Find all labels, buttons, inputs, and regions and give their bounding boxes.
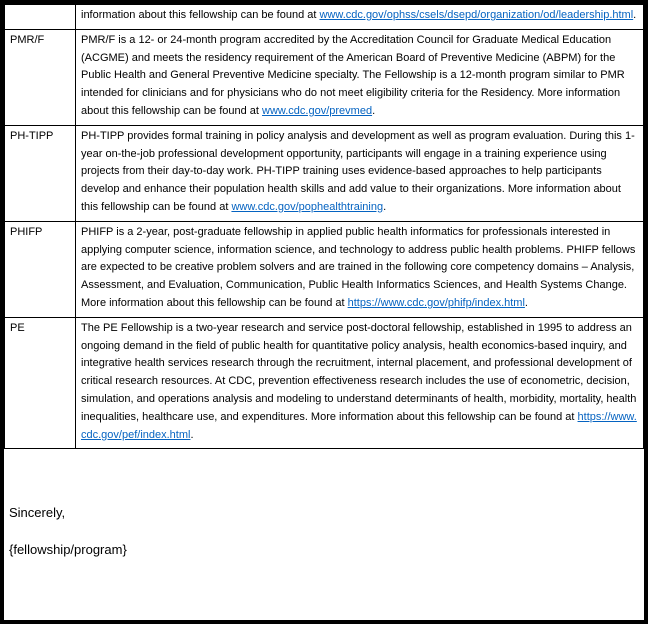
description-text: . <box>633 9 637 21</box>
description-text: . <box>372 104 376 117</box>
row-description-cell <box>76 5 644 30</box>
row-label-cell <box>5 5 76 30</box>
row-label-cell: PH-TIPP <box>5 125 76 221</box>
description-text: . <box>524 296 528 309</box>
closing-salutation: Sincerely, <box>9 505 66 521</box>
description-text: The PE Fellowship is a two-year research and service post-doctoral fellowship, established in 1995 to address an ongoing demand in the field of public health for quantitative policy analysis, health economics-based inquiry, and integrative health services research through the recruitment, internal placement, and professional development of critical research resources. At CDC, prevention effectiveness research includes the use of econometric, decision, simulation, and operations analysis and modeling to understand determinants of health, morbidity, mortality, health inequalities, healthcare use, and expenditures. More information about this fellowship can be found at <box>81 321 637 423</box>
description-text: . <box>383 200 387 213</box>
row-description-cell <box>76 29 644 125</box>
row-label-cell: PHIFP <box>5 221 76 317</box>
table-row <box>5 317 644 449</box>
fellowship-link[interactable]: www.cdc.gov/pophealthtraining <box>231 200 384 213</box>
row-description-cell <box>76 125 644 221</box>
fellowship-link[interactable]: https://www.cdc.gov/pef/index.html <box>81 410 637 441</box>
table-row <box>5 221 644 317</box>
row-label-cell: PE <box>5 317 76 449</box>
fellowship-table-body <box>5 5 644 449</box>
description-text: information about this fellowship can be found at <box>81 9 320 21</box>
description-text: . <box>190 428 194 441</box>
fellowship-table <box>4 4 644 449</box>
table-row <box>5 125 644 221</box>
description-text: PHIFP is a 2-year, post-graduate fellowship in applied public health informatics for professionals interested in applying computer science, information science, and technology to address public health problems. PHIFP fellows are expected to be creative problem solvers and are trained in the following core competency domains – Analysis, Assessment, and Evaluation, Communication, Public Health Informatics Sciences, and Health Systems Change. More information about this fellowship can be found at <box>81 225 636 309</box>
fellowship-link[interactable]: https://www.cdc.gov/phifp/index.html <box>347 296 525 309</box>
table-row <box>5 29 644 125</box>
document-page <box>4 4 644 620</box>
row-label-cell: PMR/F <box>5 29 76 125</box>
signature-placeholder: {fellowship/program} <box>9 542 127 558</box>
row-description-cell <box>76 317 644 449</box>
description-text: PH-TIPP provides formal training in policy analysis and development as well as program evaluation. During this 1-year on-the-job professional development opportunity, participants will engage in a training experience using projects from their day-to-day work. PH-TIPP training uses evidence-based approaches to help participants develop and enhance their population health skills and add value to their organizations. More information about this fellowship can be found at <box>81 129 635 213</box>
fellowship-link[interactable]: www.cdc.gov/ophss/csels/dsepd/organization/od/leadership.html <box>319 9 634 21</box>
row-description-cell <box>76 221 644 317</box>
table-row <box>5 5 644 30</box>
description-text: PMR/F is a 12- or 24-month program accredited by the Accreditation Council for Graduate Medical Education (ACGME) and meets the residency requirement of the American Board of Preventive Medicine (ABPM) for the Public Health and General Preventive Medicine specialty. The Fellowship is a 12-month program similar to PMR intended for clinicians and for physicians who do not meet eligibility criteria for the Residency. More information about this fellowship can be found at <box>81 33 625 117</box>
fellowship-link[interactable]: www.cdc.gov/prevmed <box>262 104 373 117</box>
